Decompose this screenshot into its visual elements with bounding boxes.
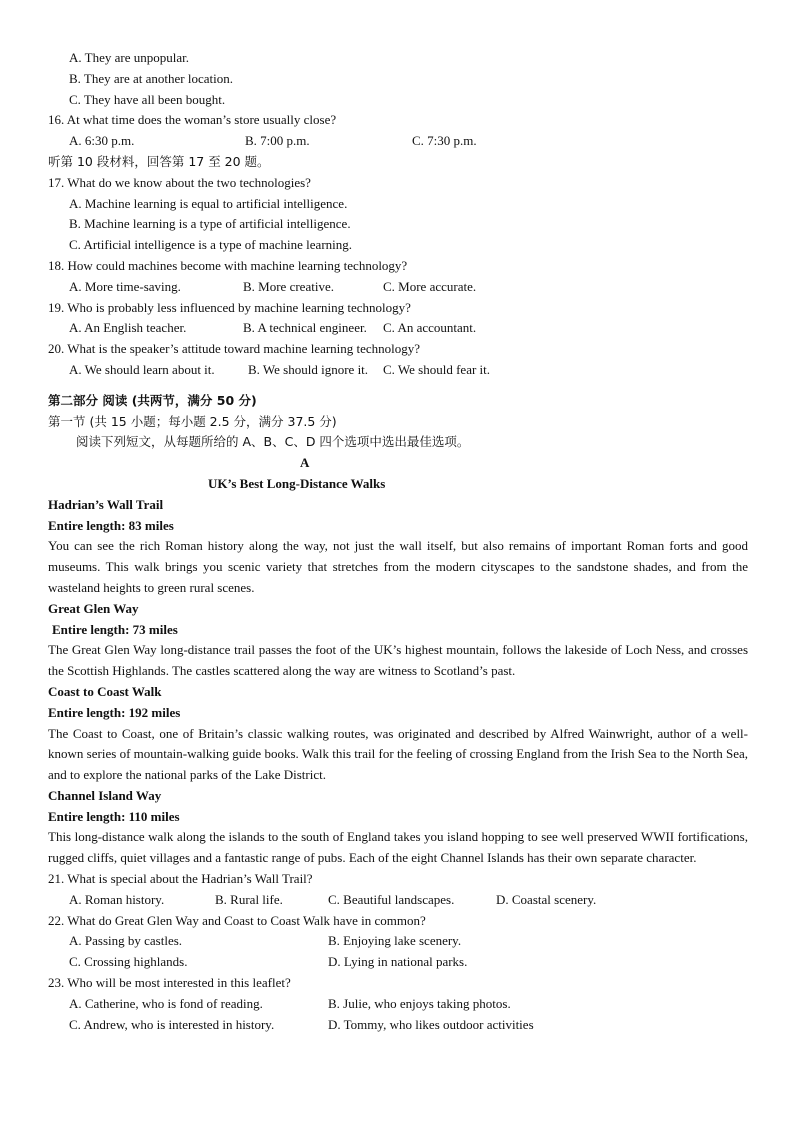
q18-option-a: A. More time-saving. [69,278,181,294]
q22-stem: 22. What do Great Glen Way and Coast to Coast Walk have in common? [48,912,426,928]
q21-option-a: A. Roman history. [69,891,165,907]
part2-title: 第二部分 阅读 (共两节，满分 50 分) [48,392,257,408]
q17-stem: 17. What do we know about the two technologies? [48,174,311,190]
q15-option-a: A. They are unpopular. [69,50,189,65]
q16-stem: 16. At what time does the woman’s store usually close? [48,112,337,128]
q21-stem: 21. What is special about the Hadrian’s Wall Trail? [48,871,313,887]
q19-options [48,318,748,339]
walk-name: Hadrian’s Wall Trail [48,496,164,512]
q18-options [48,277,748,298]
q23-options-row1 [48,994,748,1015]
walk-length: Entire length: 192 miles [48,704,181,720]
q21-option-b: B. Rural life. [215,891,283,907]
q20-option-a: A. We should learn about it. [69,361,215,377]
q18-option-c: C. More accurate. [383,278,477,294]
walk-description: The Great Glen Way long-distance trail passes the foot of the UK’s highest mountain, follows the lakeside of Loch Ness, and crosses the Scottish Highlands. The castles scattered along the way are witness to Scotland’s past. [48,642,748,679]
q19-stem: 19. Who is probably less influenced by machine learning technology? [48,299,411,315]
walk-description: The Coast to Coast, one of Britain’s classic walking routes, was originated and described by Alfred Wainwright, author of a well-known series of mountain-walking guide books. Walk this trail for the feeling of crossing England from the Irish Sea to the North Sea, and to explore the national parks of the Lake District. [48,725,748,783]
part2-instruction: 阅读下列短文，从每题所给的 A、B、C、D 四个选项中选出最佳选项。 [76,434,470,450]
q23-stem: 23. Who will be most interested in this leaflet? [48,975,291,991]
q17-option-a: A. Machine learning is equal to artificial intelligence. [69,195,348,211]
part2-section1: 第一节 (共 15 小题；每小题 2.5 分，满分 37.5 分) [48,413,337,429]
q18-option-b: B. More creative. [243,278,334,294]
q23-option-d: D. Tommy, who likes outdoor activities [328,1016,534,1032]
q17-option-b: B. Machine learning is a type of artificial intelligence. [69,216,351,232]
q23-option-c: C. Andrew, who is interested in history. [69,1016,275,1032]
walk-name: Great Glen Way [48,600,139,616]
q20-option-c: C. We should fear it. [383,361,491,377]
q19-option-c: C. An accountant. [383,320,477,336]
q23-option-b: B. Julie, who enjoys taking photos. [328,995,511,1011]
q22-options-row2 [48,952,748,973]
listen-instruction: 听第 10 段材料，回答第 17 至 20 题。 [48,153,270,169]
walk-length: Entire length: 73 miles [52,621,178,637]
passage-title: UK’s Best Long-Distance Walks [208,475,386,491]
walk-length: Entire length: 83 miles [48,517,174,533]
q22-option-d: D. Lying in national parks. [328,954,468,970]
q22-option-a: A. Passing by castles. [69,933,183,949]
walk-description: This long-distance walk along the islands to the south of England takes you island hopping to see well preserved WWII fortifications, rugged cliffs, quiet villages and a fantastic range of pubs. Each of the eight Channel Islands has their own separate character. [48,829,748,866]
q18-stem: 18. How could machines become with machine learning technology? [48,257,408,273]
q20-options [48,360,748,381]
q16-option-c: C. 7:30 p.m. [412,133,477,149]
q16-options [48,131,748,152]
walk-length: Entire length: 110 miles [48,808,180,824]
q22-option-c: C. Crossing highlands. [69,954,188,970]
q22-options-row1 [48,931,748,952]
q19-option-a: A. An English teacher. [69,320,187,336]
q23-option-a: A. Catherine, who is fond of reading. [69,995,263,1011]
q20-stem: 20. What is the speaker’s attitude toward machine learning technology? [48,341,421,357]
q20-option-b: B. We should ignore it. [248,361,369,377]
q16-option-b: B. 7:00 p.m. [245,133,310,149]
q16-option-a: A. 6:30 p.m. [69,133,135,149]
q17-option-c: C. Artificial intelligence is a type of machine learning. [69,237,353,253]
q21-option-d: D. Coastal scenery. [496,891,597,907]
passage-letter: A [300,455,310,471]
q15-option-b: B. They are at another location. [69,70,234,86]
q19-option-b: B. A technical engineer. [243,320,367,336]
q23-options-row2 [48,1015,748,1036]
walk-description: You can see the rich Roman history along the way, not just the wall itself, but also remains of important Roman forts and good museums. This walk brings you scenic variety that stretches from the modern cityscapes to the sandstone shades, and from the wasteland heights to green rural scenes. [48,538,748,595]
q21-options [48,890,748,911]
q21-option-c: C. Beautiful landscapes. [328,891,455,907]
q15-option-c: C. They have all been bought. [69,91,226,107]
exam-page [48,48,748,1035]
walk-name: Coast to Coast Walk [48,683,162,699]
q22-option-b: B. Enjoying lake scenery. [328,933,462,949]
walk-name: Channel Island Way [48,787,162,803]
